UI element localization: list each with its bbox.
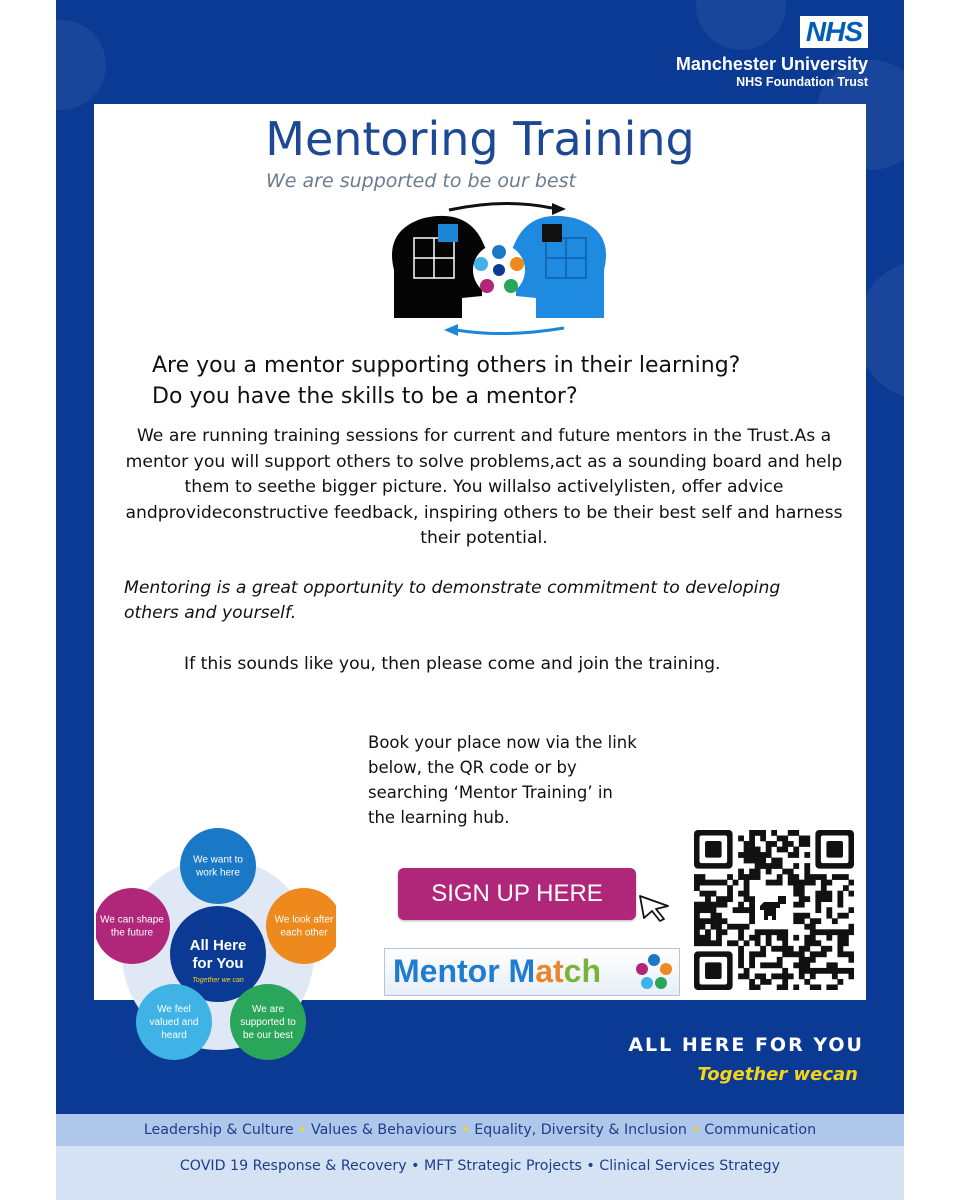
values-wheel-icon (635, 953, 673, 991)
wheel-center-title: All Here (189, 937, 247, 954)
wheel-center-title: for You (192, 955, 244, 972)
org-subname: NHS Foundation Trust (736, 75, 868, 89)
join-line: If this sounds like you, then please come and join the training. (184, 654, 721, 674)
all-here-heading: ALL HERE FOR YOU (628, 1034, 864, 1056)
band-separator: • (461, 1122, 470, 1138)
wheel-segment-label: work here (196, 867, 240, 879)
projects-band: COVID 19 Response & Recovery • MFT Strategic Projects • Clinical Services Strategy (56, 1146, 904, 1200)
band-separator: • (298, 1122, 307, 1138)
wheel-segment-label: supported to (240, 1017, 296, 1028)
wheel-segment-label: valued and (149, 1017, 199, 1028)
mentor-match-logo (393, 953, 601, 990)
page-subtitle: We are supported to be our best (266, 170, 576, 192)
wheel-segment-label: We look after (274, 914, 334, 926)
poster (56, 0, 904, 1200)
wheel-segment-label: We want to (193, 854, 243, 866)
question-line: Do you have the skills to be a mentor? (152, 384, 578, 409)
wheel-segment-label: heard (161, 1030, 187, 1041)
wheel-segment-label: We are (251, 1004, 285, 1015)
values-wheel (96, 826, 336, 1070)
mentor-match-text: Mentor M (393, 953, 536, 989)
wheel-segment-label: the future (110, 927, 154, 939)
nhs-wordmark: NHS (800, 16, 868, 48)
band-item: Communication (704, 1122, 817, 1138)
wheel-segment-label: each other (280, 927, 328, 939)
mentor-match-text: at (535, 953, 564, 989)
mentoring-heads-illustration (374, 200, 624, 340)
strategy-band (56, 1114, 904, 1146)
pointer-cursor-icon (638, 892, 672, 922)
wheel-segment-label: be our best (242, 1030, 294, 1041)
booking-instructions: Book your place now via the link below, the QR code or by searching ‘Mentor Training’ in the learning hub. (368, 733, 637, 827)
page-title: Mentoring Training (265, 112, 695, 166)
band-item: Leadership & Culture (143, 1122, 294, 1138)
wheel-segment-label: We can shape (100, 914, 164, 926)
sign-up-button[interactable]: SIGN UP HERE (398, 868, 636, 920)
wheel-segment-label: We feel (157, 1004, 191, 1015)
italic-note: Mentoring is a great opportunity to demonstrate commitment to developing others and yourself. (124, 578, 781, 623)
nhs-logo (676, 16, 868, 89)
wheel-segment (180, 828, 256, 904)
question-line: Are you a mentor supporting others in their learning? (152, 353, 741, 378)
mentor-match-text: ch (563, 953, 601, 989)
band-item: Values & Behaviours (311, 1122, 457, 1138)
org-name: Manchester University (675, 54, 868, 74)
background-decoration (56, 20, 106, 110)
mentor-match-link[interactable] (384, 948, 680, 996)
qr-code[interactable] (694, 830, 854, 990)
together-tagline: Together wecan (697, 1064, 858, 1085)
description-paragraph: We are running training sessions for current and future mentors in the Trust.As a mentor you will support others to solve problems,act as a sounding board and help them to seethe bigger picture. You willalso activelylisten, offer advice andprovideconstructive feedback, inspiring others to be their best self and harness their potential. (125, 426, 843, 548)
wheel-center-tagline: Together we can (192, 977, 244, 984)
band-item: Equality, Diversity & Inclusion (474, 1122, 687, 1138)
intro-questions (152, 350, 740, 412)
wheel-segment (96, 888, 170, 964)
band-separator: • (691, 1122, 700, 1138)
